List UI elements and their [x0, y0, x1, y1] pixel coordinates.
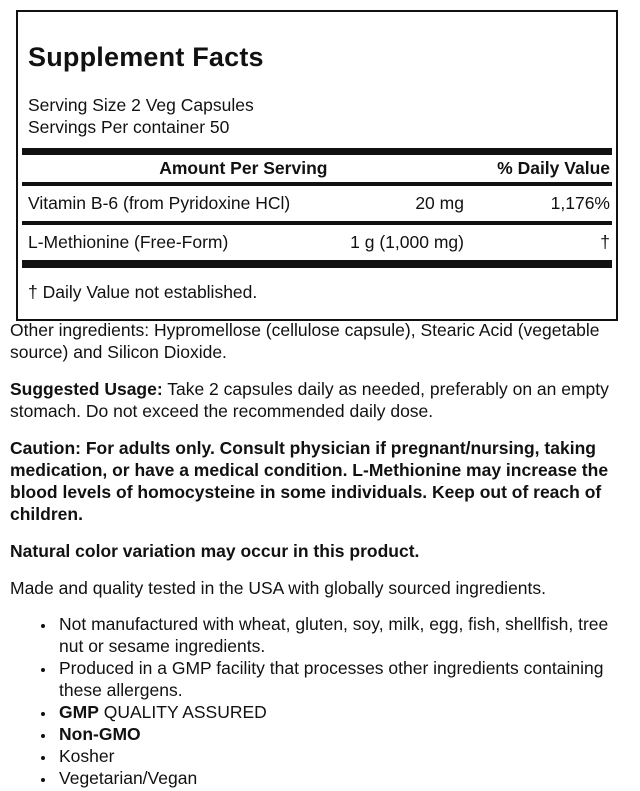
supplement-facts-panel [16, 10, 618, 321]
caution-paragraph: Caution: For adults only. Consult physician if pregnant/nursing, taking medication, or have a medical condition. L-Methionine may increase the blood levels of homocysteine in some individuals. Keep out of reach of children. [10, 438, 609, 524]
table-header-row [18, 155, 616, 182]
list-item: • Produced in a GMP facility that processes other ingredients containing these allergens. [56, 657, 622, 701]
natural-color-note: Natural color variation may occur in this product. [10, 541, 420, 561]
thick-divider-top [22, 148, 612, 155]
list-item: • Vegetarian/Vegan [56, 767, 622, 789]
list-item: • Not manufactured with wheat, gluten, soy, milk, egg, fish, shellfish, tree nut or sesame ingredients. [56, 613, 622, 657]
thick-divider-bottom [22, 260, 612, 268]
nutrient-row-vitamin-b6 [18, 186, 616, 221]
label-body-copy [10, 298, 622, 789]
nutrient-name: Vitamin B-6 (from Pyridoxine HCl) [28, 193, 291, 213]
serving-size: Serving Size 2 Veg Capsules [28, 95, 254, 115]
serving-info [28, 94, 604, 138]
nutrient-daily-value: 1,176% [550, 193, 610, 213]
facts-title: Supplement Facts [28, 42, 264, 72]
list-item: • GMP QUALITY ASSURED [56, 701, 622, 723]
nutrient-row-l-methionine [18, 225, 616, 260]
daily-value-header: % Daily Value [497, 158, 610, 178]
suggested-usage-text: Take 2 capsules daily as needed, preferably on an empty stomach. Do not exceed the recommended daily dose. [10, 379, 609, 421]
nutrient-name: L-Methionine (Free-Form) [28, 232, 229, 252]
servings-per-container: Servings Per container 50 [28, 117, 230, 137]
daily-value-footnote: † Daily Value not established. [28, 282, 258, 302]
nutrient-amount: 1 g (1,000 mg) [350, 232, 464, 252]
origin-note: Made and quality tested in the USA with globally sourced ingredients. [10, 578, 547, 598]
suggested-usage-label: Suggested Usage: [10, 379, 163, 399]
list-item: • Kosher [56, 745, 622, 767]
other-ingredients-paragraph: Other ingredients: Hypromellose (cellulose capsule), Stearic Acid (vegetable source) and Silicon Dioxide. [10, 320, 600, 362]
amount-per-serving-header: Amount Per Serving [159, 158, 328, 178]
list-item: • Non-GMO [56, 723, 622, 745]
suggested-usage-paragraph [10, 363, 622, 422]
nutrient-daily-value: † [600, 232, 610, 252]
feature-bullet-list [10, 613, 622, 789]
nutrient-amount: 20 mg [415, 193, 464, 213]
